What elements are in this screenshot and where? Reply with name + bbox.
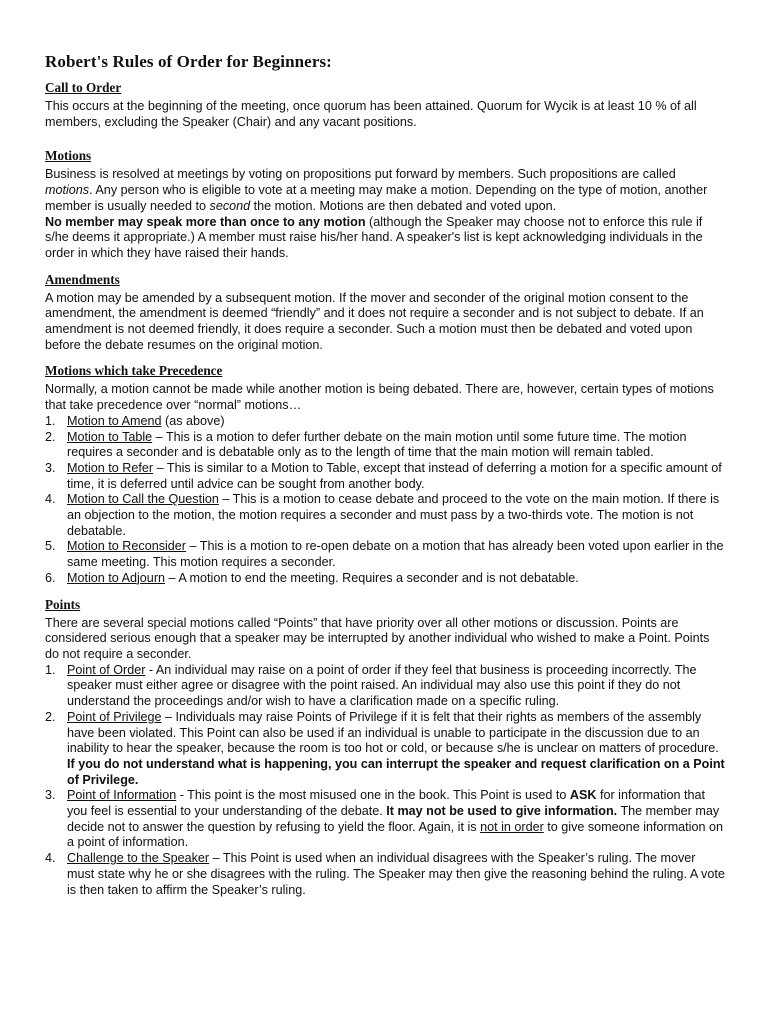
list-item bbox=[45, 461, 725, 492]
list-number: 2. bbox=[45, 429, 56, 444]
motions-text-part: . Any person who is eligible to vote at a meeting may make a motion. Depending on the type of motion, another member is usually needed to bbox=[45, 183, 708, 213]
list-text: (as above) bbox=[161, 413, 225, 428]
list-number: 5. bbox=[45, 539, 56, 554]
list-number: 3. bbox=[45, 788, 56, 803]
list-term: Motion to Refer bbox=[67, 460, 154, 475]
list-item bbox=[45, 851, 725, 898]
list-term: Motion to Adjourn bbox=[67, 570, 166, 585]
list-number: 4. bbox=[45, 492, 56, 507]
motions-text-part: the motion. Motions are then debated and voted upon. bbox=[250, 198, 557, 213]
list-term: Motion to Call the Question bbox=[67, 492, 219, 507]
list-item bbox=[45, 492, 725, 539]
list-item bbox=[45, 710, 725, 789]
points-intro: There are several special motions called “Points” that have priority over all other motions or discussion. Points are considered serious enough that a speaker may be interrupted by another individual who wished to make a Point. Points do not require a seconder. bbox=[45, 615, 710, 661]
heading-precedence: Motions which take Precedence bbox=[45, 363, 223, 379]
term-second: second bbox=[209, 198, 251, 213]
list-term: Point of Information bbox=[67, 788, 177, 803]
heading-amendments: Amendments bbox=[45, 271, 120, 287]
heading-call-to-order: Call to Order bbox=[45, 80, 122, 95]
list-text: – This is a motion to re-open debate on a motion that has already been voted upon earlier in the same meeting. This motion requires a seconder. bbox=[67, 539, 724, 570]
list-item bbox=[45, 430, 725, 461]
list-underlined-text: not in order bbox=[480, 819, 544, 834]
list-term: Motion to Reconsider bbox=[67, 539, 187, 554]
list-text: – A motion to end the meeting. Requires a seconder and is not debatable. bbox=[165, 570, 579, 585]
section-call-to-order bbox=[45, 80, 725, 130]
call-to-order-text: This occurs at the beginning of the meeting, once quorum has been attained. Quorum for Wycik is at least 10 % of all members, excluding the Speaker (Chair) and any vacant positions. bbox=[45, 99, 697, 129]
precedence-list bbox=[45, 414, 725, 587]
list-text: – This Point is used when an individual disagrees with the Speaker’s ruling. The mover must state why he or she disagrees with the ruling. The Speaker may then give the reasoning behind the ruling. A vote is then taken to affirm the Speaker’s ruling. bbox=[67, 851, 725, 897]
document-title: Robert's Rules of Order for Beginners: bbox=[45, 52, 332, 71]
list-number: 6. bbox=[45, 570, 56, 585]
section-points bbox=[45, 597, 725, 899]
list-text: – This is a motion to defer further debate on the main motion until some future time. The motion requires a seconder and is debatable only as to the length of time that the main motion will remain tabled. bbox=[67, 429, 687, 460]
heading-points: Points bbox=[45, 596, 81, 612]
list-bold-text: ASK bbox=[569, 788, 597, 803]
precedence-intro: Normally, a motion cannot be made while another motion is being debated. There are, however, certain types of motions that take precedence over “normal” motions… bbox=[45, 382, 714, 413]
motions-text-part: Business is resolved at meetings by voting on propositions put forward by members. Such propositions are called bbox=[45, 167, 676, 182]
list-item bbox=[45, 788, 725, 851]
motions-text bbox=[45, 167, 725, 261]
heading-motions: Motions bbox=[45, 148, 92, 164]
list-number: 2. bbox=[45, 709, 56, 724]
list-text: – This is similar to a Motion to Table, except that instead of deferring a motion for a specific amount of time, it is deferred until advice can be sought from another body. bbox=[67, 460, 722, 491]
section-precedence bbox=[45, 363, 725, 586]
list-bold-text: If you do not understand what is happening, you can interrupt the speaker and request clarification on a Point of Privilege. bbox=[67, 756, 725, 787]
section-motions bbox=[45, 148, 725, 261]
list-item bbox=[45, 571, 725, 587]
list-text: – Individuals may raise Points of Privilege if it is felt that their rights as members of the assembly have been violated. This Point can also be used if an individual is unable to participate in the discussion due to an inability to hear the speaker, because the room is too hot or cold, or because s/he is unclear on matters of procedure. bbox=[67, 709, 719, 756]
list-term: Challenge to the Speaker bbox=[67, 851, 210, 866]
list-item bbox=[45, 414, 725, 430]
list-text: to give someone information on a point of information. bbox=[67, 819, 723, 850]
list-text: – This is a motion to cease debate and proceed to the vote on the main motion. If there is an objection to the motion, the motion requires a seconder and must pass by a two-thirds vote. The motion is not debatable. bbox=[67, 492, 720, 538]
list-text: - This point is the most misused one in the book. This Point is used to bbox=[176, 788, 570, 803]
list-item bbox=[45, 539, 725, 570]
list-text: - An individual may raise on a point of order if they feel that business is proceeding incorrectly. The speaker must either agree or disagree with the point raised. An individual may also use this point if they do not understand the proceedings and/or wish to have a clarification made on a specific ruling. bbox=[67, 662, 697, 709]
motions-rule-bold: No member may speak more than once to any motion bbox=[45, 214, 366, 229]
list-term: Motion to Amend bbox=[67, 413, 162, 428]
list-term: Point of Order bbox=[67, 662, 146, 677]
list-number: 4. bbox=[45, 851, 56, 866]
list-number: 1. bbox=[45, 413, 56, 428]
list-item bbox=[45, 663, 725, 710]
document bbox=[45, 52, 725, 908]
list-number: 3. bbox=[45, 460, 56, 475]
term-motions: motions bbox=[45, 183, 90, 198]
list-term: Point of Privilege bbox=[67, 709, 162, 724]
list-number: 1. bbox=[45, 662, 56, 677]
motions-text-part: (although the Speaker may choose not to enforce this rule if s/he deems it appropriate.) A member must raise his/her hand. A speaker's list is kept acknowledging individuals in the order in which they have raised their hands. bbox=[45, 214, 703, 260]
list-text: The member may decide not to answer the question by refusing to yield the floor. Again, it is bbox=[67, 804, 720, 834]
points-list bbox=[45, 663, 725, 899]
list-term: Motion to Table bbox=[67, 429, 153, 444]
amendments-text: A motion may be amended by a subsequent motion. If the mover and seconder of the original motion consent to the amendment, the amendment is deemed “friendly” and it does not require a seconder and is not subject to debate. If an amendment is not deemed friendly, it does require a seconder. Such a motion must then be debated and voted upon before the debate resumes on the original motion. bbox=[45, 290, 704, 352]
list-bold-text: It may not be used to give information. bbox=[386, 804, 618, 819]
list-text: for information that you feel is essential to your understanding of the debate. bbox=[67, 788, 705, 819]
section-amendments bbox=[45, 272, 725, 354]
